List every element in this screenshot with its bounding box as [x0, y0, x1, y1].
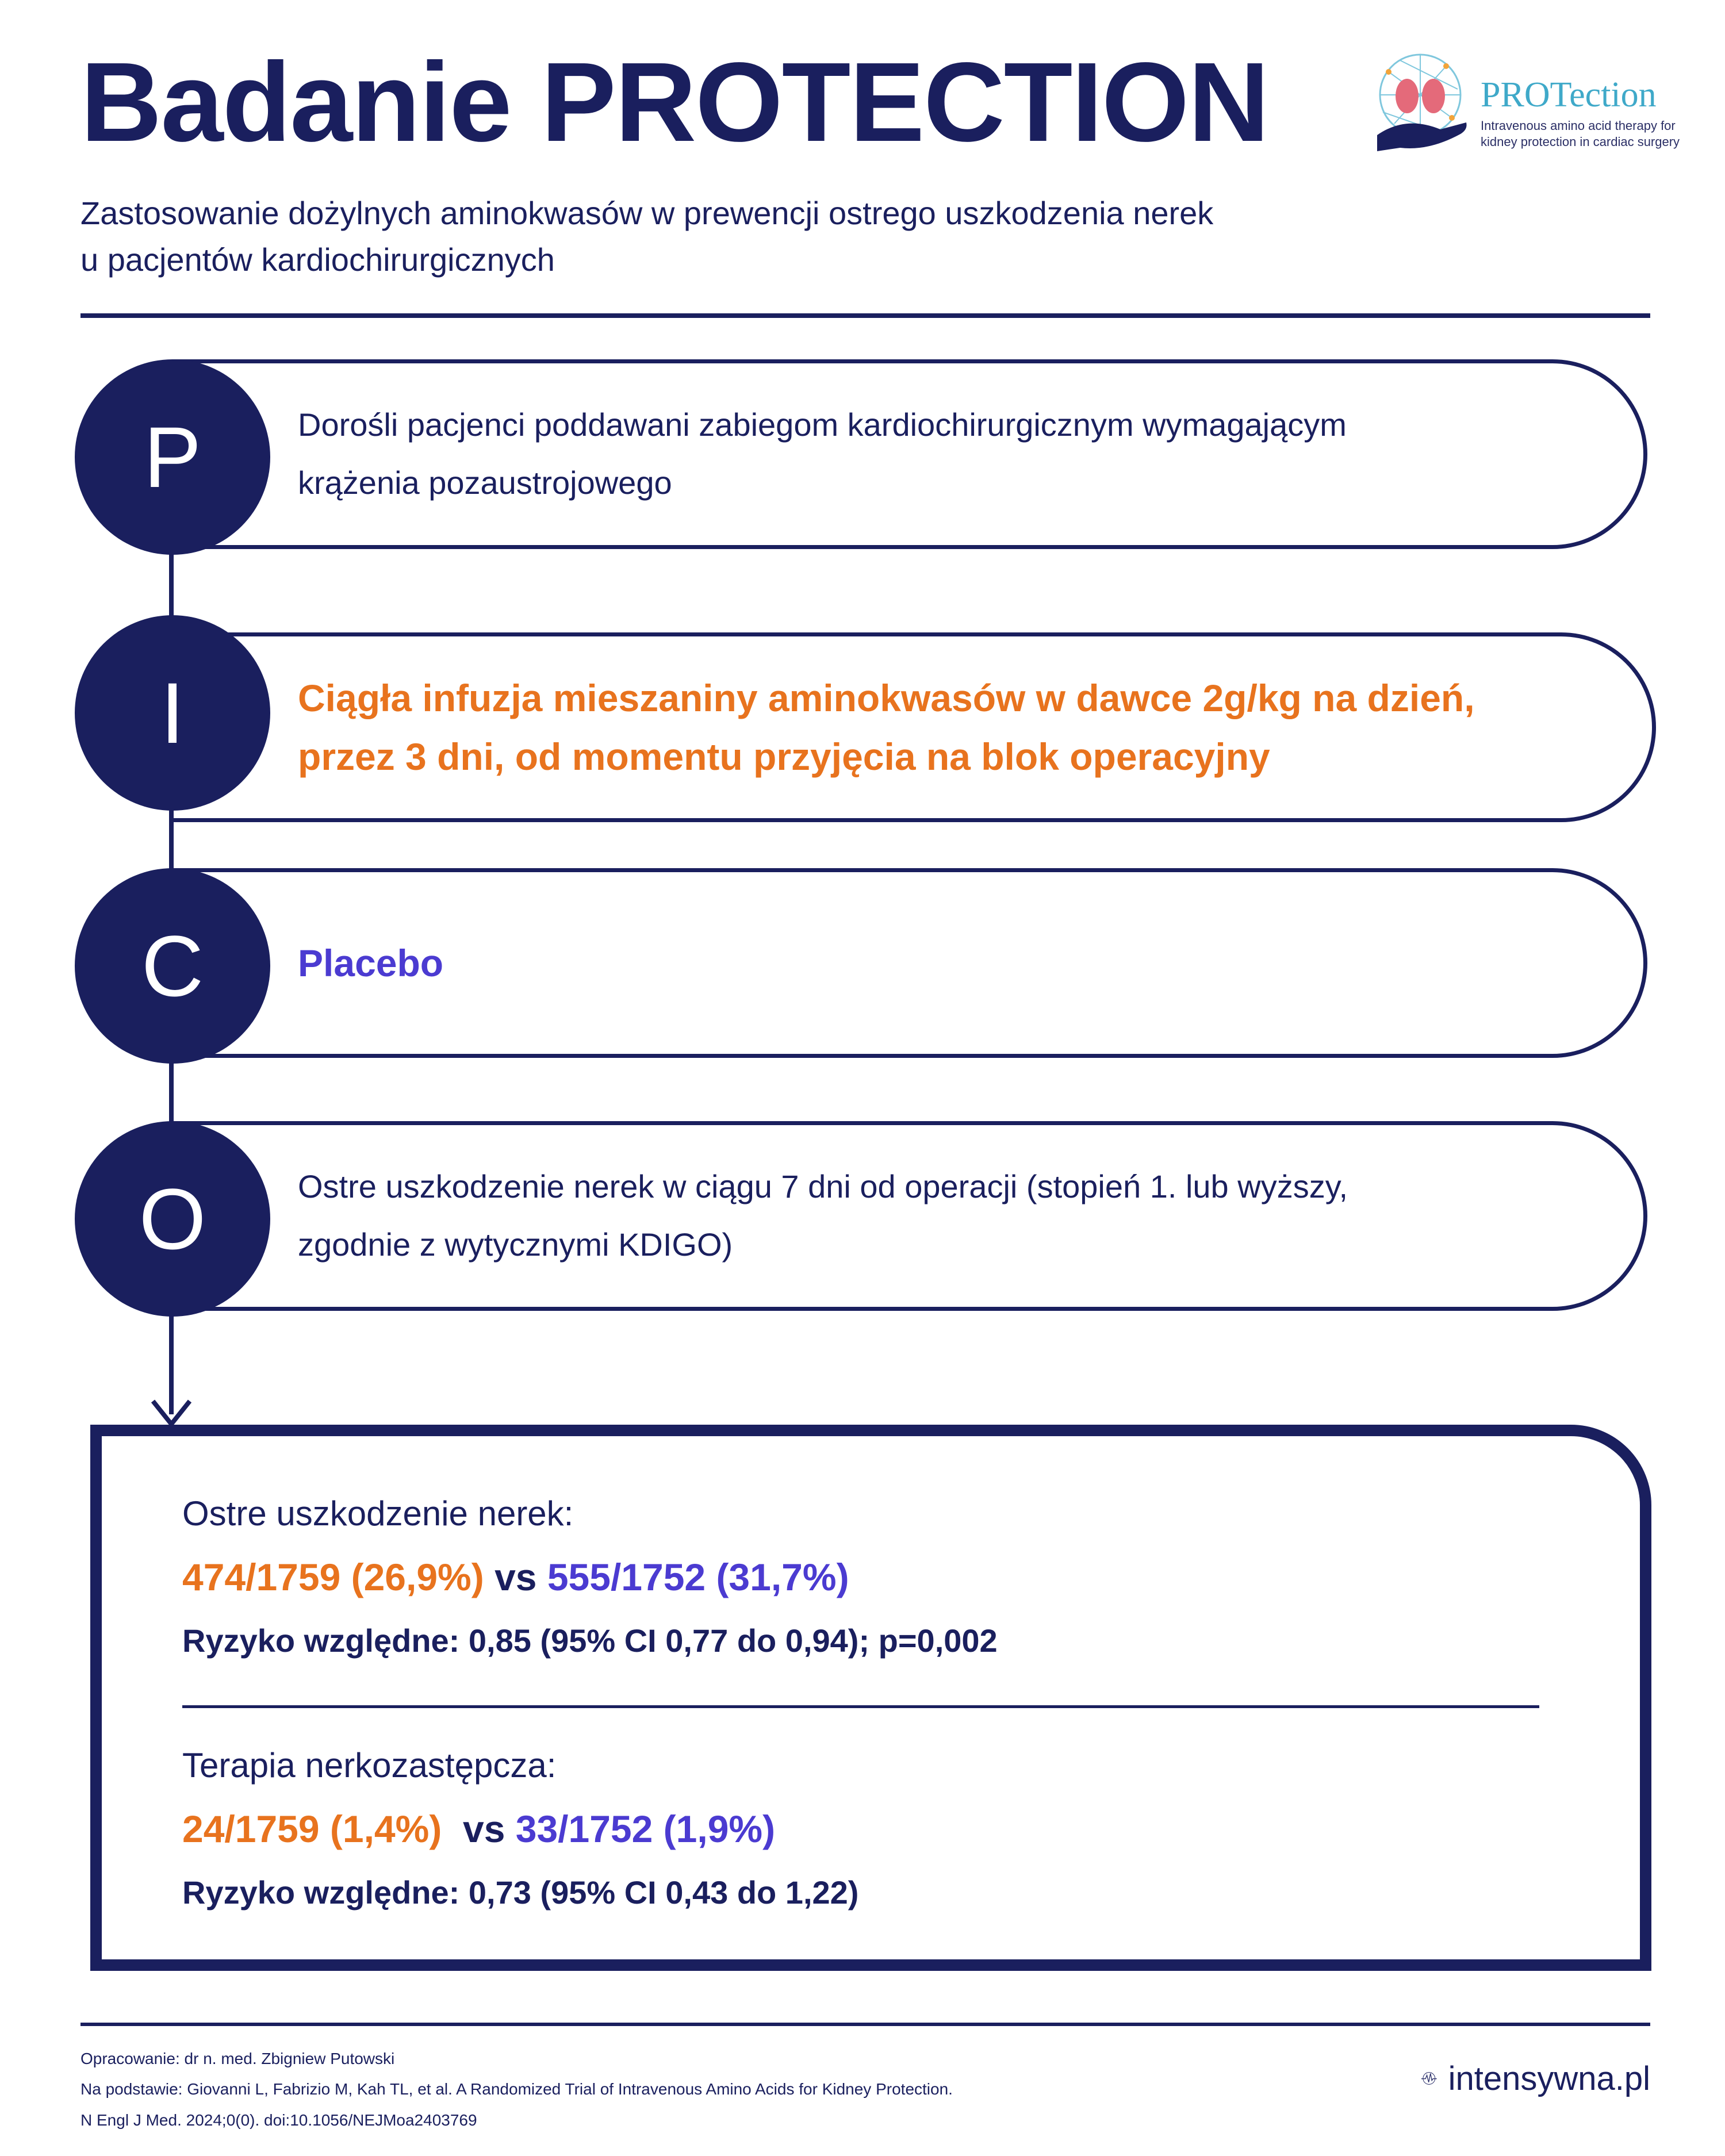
- subtitle-line-2: u pacjentów kardiochirurgicznych: [80, 241, 555, 278]
- aki-treatment-value: 474/1759 (26,9%): [182, 1556, 484, 1598]
- aki-control-value: 555/1752 (31,7%): [547, 1556, 849, 1598]
- logo-name: PROTection: [1481, 75, 1657, 114]
- pico-population-line-1: Dorośli pacjenci poddawani zabiegom kardiochirurgicznym wymagającym: [298, 406, 1347, 443]
- footer-divider: [80, 2023, 1650, 2026]
- page-subtitle: [80, 190, 1213, 283]
- aki-vs: vs: [494, 1556, 537, 1598]
- logo-tagline: [1481, 118, 1680, 149]
- pico-letter-o: O: [75, 1121, 270, 1317]
- pico-comparator-text: Placebo: [298, 941, 444, 984]
- pico-outcome-box: [172, 1121, 1647, 1311]
- pico-population-line-2: krążenia pozaustrojowego: [298, 465, 672, 501]
- pico-comparator-box: [172, 868, 1647, 1058]
- pico-letter-c: C: [75, 868, 270, 1064]
- pico-intervention-line-1: Ciągła infuzja mieszaniny aminokwasów w dawce 2g/kg na dzień,: [298, 676, 1475, 719]
- pico-intervention-text: [298, 669, 1475, 787]
- pico-outcome-line-1: Ostre uszkodzenie nerek w ciągu 7 dni od operacji (stopień 1. lub wyższy,: [298, 1168, 1348, 1205]
- footer-source-line-1: Na podstawie: Giovanni L, Fabrizio M, Kah TL, et al. A Randomized Trial of Intravenous Amino Acids for Kidney Protection.: [80, 2080, 953, 2098]
- pico-intervention-box: [172, 632, 1656, 822]
- footer-author: Opracowanie: dr n. med. Zbigniew Putowski: [80, 2050, 395, 2067]
- results-divider: [182, 1705, 1539, 1708]
- pico-letter-p: P: [75, 359, 270, 555]
- pico-outcome-text: [298, 1158, 1348, 1274]
- brand: [1420, 2055, 1650, 2101]
- brand-name: intensywna.pl: [1448, 2059, 1650, 2097]
- rrt-vs: vs: [463, 1808, 505, 1850]
- aki-numbers: [182, 1555, 1554, 1599]
- logo-tagline-line-1: Intravenous amino acid therapy for: [1481, 118, 1676, 133]
- aki-relative-risk: Ryzyko względne: 0,85 (95% CI 0,77 do 0,94); p=0,002: [182, 1622, 998, 1659]
- rrt-control-value: 33/1752 (1,9%): [515, 1808, 776, 1850]
- pico-intervention-line-2: przez 3 dni, od momentu przyjęcia na blok operacyjny: [298, 735, 1270, 778]
- rrt-treatment-value: 24/1759 (1,4%): [182, 1808, 442, 1850]
- rrt-label: Terapia nerkozastępcza:: [182, 1746, 557, 1785]
- rrt-relative-risk: Ryzyko względne: 0,73 (95% CI 0,43 do 1,22): [182, 1874, 859, 1911]
- heartbeat-icon: [1420, 2055, 1438, 2101]
- subtitle-line-1: Zastosowanie dożylnych aminokwasów w prewencji ostrego uszkodzenia nerek: [80, 195, 1214, 231]
- aki-label: Ostre uszkodzenie nerek:: [182, 1494, 574, 1533]
- header-divider: [80, 313, 1650, 318]
- rrt-numbers: [182, 1807, 1554, 1851]
- footer-source-line-2: N Engl J Med. 2024;0(0). doi:10.1056/NEJMoa2403769: [80, 2111, 477, 2129]
- pico-letter-i: I: [75, 615, 270, 811]
- page-title: Badanie PROTECTION: [80, 39, 1268, 165]
- pico-outcome-line-2: zgodnie z wytycznymi KDIGO): [298, 1226, 733, 1263]
- pico-population-box: [172, 359, 1647, 549]
- results-box: [90, 1425, 1651, 1971]
- pico-population-text: [298, 396, 1347, 512]
- logo-tagline-line-2: kidney protection in cardiac surgery: [1481, 134, 1680, 149]
